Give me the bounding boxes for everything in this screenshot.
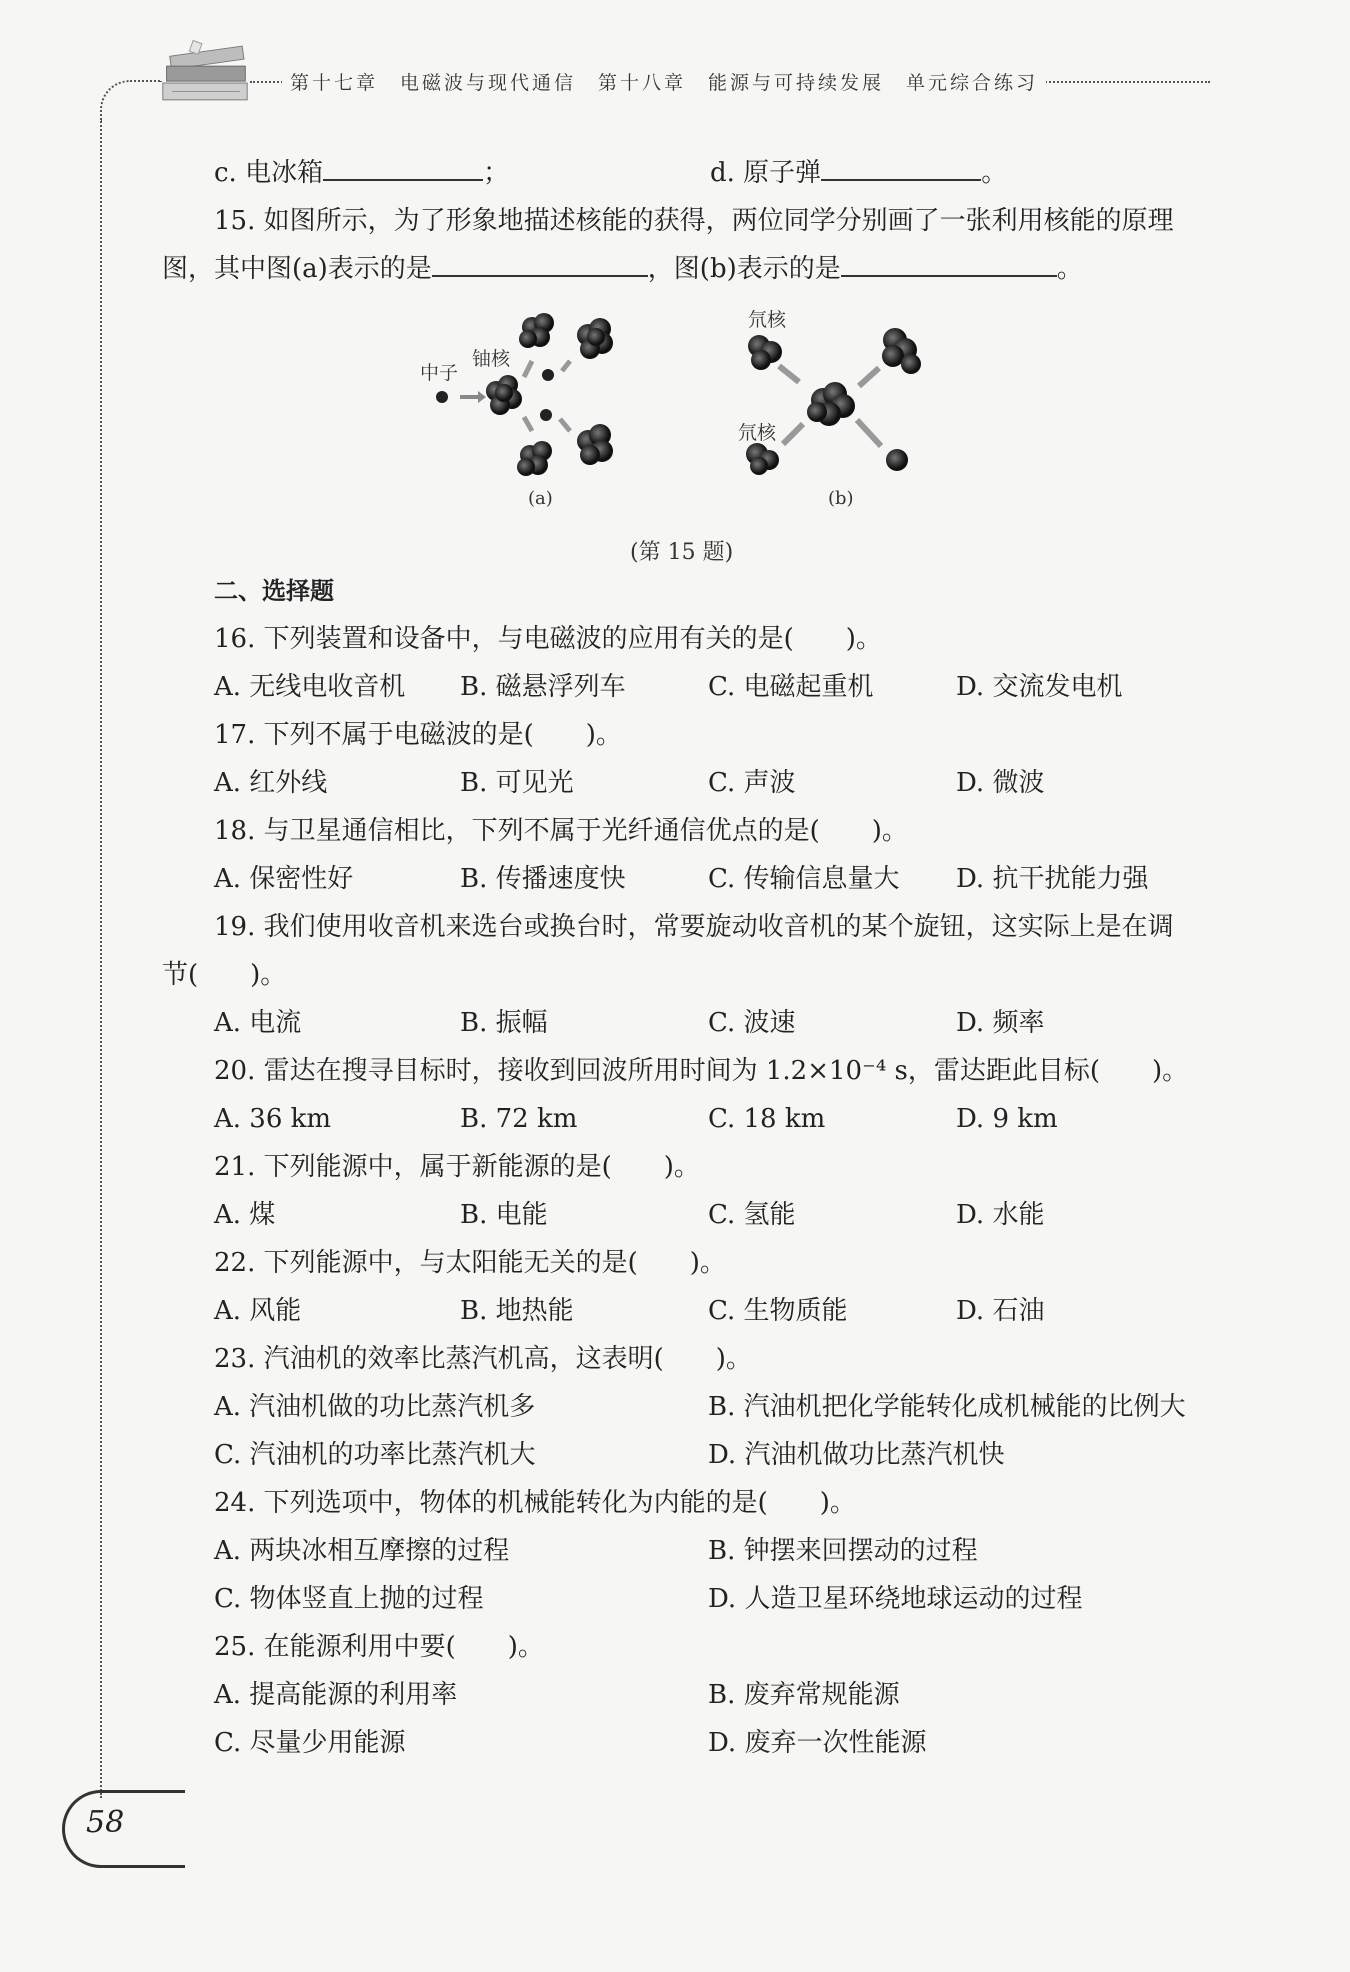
q18-option-b[interactable]: B. 传播速度快: [460, 864, 626, 894]
q24-option-d[interactable]: D. 人造卫星环绕地球运动的过程: [708, 1584, 1083, 1614]
q22-option-d[interactable]: D. 石油: [956, 1296, 1045, 1326]
q17-option-a[interactable]: A. 红外线: [214, 768, 328, 798]
answer-blank[interactable]: [821, 155, 981, 181]
question-21-stem: 21. 下列能源中，属于新能源的是( )。: [214, 1152, 700, 1182]
answer-blank-a[interactable]: [432, 251, 648, 277]
q15-stem-line2: 图，其中图(a)表示的是 ，图(b)表示的是 。: [162, 251, 1083, 287]
page-number: 58: [86, 1805, 125, 1840]
q22-option-b[interactable]: B. 地热能: [460, 1296, 574, 1326]
deuterium-bottom-label: 氘核: [738, 422, 777, 444]
q21-option-d[interactable]: D. 水能: [956, 1200, 1045, 1230]
question-22-stem: 22. 下列能源中，与太阳能无关的是( )。: [214, 1248, 726, 1278]
q17-option-b[interactable]: B. 可见光: [460, 768, 574, 798]
deuterium-top-label: 氘核: [748, 309, 787, 331]
answer-blank[interactable]: [323, 155, 483, 181]
q22-option-a[interactable]: A. 风能: [214, 1296, 302, 1326]
q23-option-d[interactable]: D. 汽油机做功比蒸汽机快: [708, 1440, 1005, 1470]
question-16-stem: 16. 下列装置和设备中，与电磁波的应用有关的是( )。: [214, 624, 882, 654]
figure-a-label: (a): [528, 488, 553, 509]
figure-caption: (第 15 题): [630, 540, 734, 565]
q21-option-b[interactable]: B. 电能: [460, 1200, 548, 1230]
q25-option-d[interactable]: D. 废弃一次性能源: [708, 1728, 927, 1758]
q21-option-c[interactable]: C. 氢能: [708, 1200, 796, 1230]
q20-option-a[interactable]: A. 36 km: [214, 1104, 332, 1134]
fission-diagram: [420, 305, 640, 485]
q23-option-a[interactable]: A. 汽油机做的功比蒸汽机多: [214, 1392, 536, 1422]
q19-option-d[interactable]: D. 频率: [956, 1008, 1045, 1038]
q18-option-c[interactable]: C. 传输信息量大: [708, 864, 900, 894]
answer-blank-b[interactable]: [841, 251, 1057, 277]
q24-option-a[interactable]: A. 两块冰相互摩擦的过程: [214, 1536, 510, 1566]
question-18-stem: 18. 与卫星通信相比，下列不属于光纤通信优点的是( )。: [214, 816, 908, 846]
question-20-stem: 20. 雷达在搜寻目标时，接收到回波所用时间为 1.2×10⁻⁴ s，雷达距此目标( )。: [214, 1056, 1189, 1086]
books-icon: [150, 38, 260, 113]
question-24-stem: 24. 下列选项中，物体的机械能转化为内能的是( )。: [214, 1488, 856, 1518]
fusion-diagram: [735, 320, 935, 480]
q19-option-b[interactable]: B. 振幅: [460, 1008, 548, 1038]
q25-option-c[interactable]: C. 尽量少用能源: [214, 1728, 406, 1758]
question-25-stem: 25. 在能源利用中要( )。: [214, 1632, 544, 1662]
q24-option-c[interactable]: C. 物体竖直上抛的过程: [214, 1584, 484, 1614]
q24-option-b[interactable]: B. 钟摆来回摆动的过程: [708, 1536, 978, 1566]
q18-option-d[interactable]: D. 抗干扰能力强: [956, 864, 1149, 894]
question-17-stem: 17. 下列不属于电磁波的是( )。: [214, 720, 622, 750]
q16-option-c[interactable]: C. 电磁起重机: [708, 672, 874, 702]
q16-option-b[interactable]: B. 磁悬浮列车: [460, 672, 626, 702]
q20-option-d[interactable]: D. 9 km: [956, 1104, 1058, 1134]
question-19-stem-cont: 节( )。: [162, 960, 287, 990]
q17-option-c[interactable]: C. 声波: [708, 768, 796, 798]
q14-option-d: d. 原子弹 。: [710, 155, 1007, 191]
q25-option-b[interactable]: B. 废弃常规能源: [708, 1680, 900, 1710]
q18-option-a[interactable]: A. 保密性好: [214, 864, 354, 894]
q20-option-c[interactable]: C. 18 km: [708, 1104, 826, 1134]
q19-option-a[interactable]: A. 电流: [214, 1008, 302, 1038]
q21-option-a[interactable]: A. 煤: [214, 1200, 276, 1230]
q16-option-a[interactable]: A. 无线电收音机: [214, 672, 406, 702]
page-frame-left: [100, 118, 102, 1798]
q17-option-d[interactable]: D. 微波: [956, 768, 1045, 798]
header-title: 第十七章 电磁波与现代通信 第十八章 能源与可持续发展 单元综合练习: [282, 68, 1046, 95]
q16-option-d[interactable]: D. 交流发电机: [956, 672, 1123, 702]
q22-option-c[interactable]: C. 生物质能: [708, 1296, 848, 1326]
q20-option-b[interactable]: B. 72 km: [460, 1104, 578, 1134]
q14-option-c: c. 电冰箱 ；: [214, 155, 509, 191]
q19-option-c[interactable]: C. 波速: [708, 1008, 796, 1038]
question-19-stem: 19. 我们使用收音机来选台或换台时，常要旋动收音机的某个旋钮，这实际上是在调: [214, 912, 1174, 942]
q23-option-b[interactable]: B. 汽油机把化学能转化成机械能的比例大: [708, 1392, 1186, 1422]
q25-option-a[interactable]: A. 提高能源的利用率: [214, 1680, 458, 1710]
q15-stem-line1: 15. 如图所示，为了形象地描述核能的获得，两位同学分别画了一张利用核能的原理: [214, 206, 1174, 236]
section-title: 二、选择题: [214, 577, 334, 605]
uranium-label: 铀核: [472, 348, 511, 370]
q23-option-c[interactable]: C. 汽油机的功率比蒸汽机大: [214, 1440, 536, 1470]
question-23-stem: 23. 汽油机的效率比蒸汽机高，这表明( )。: [214, 1344, 752, 1374]
neutron-label: 中子: [420, 362, 459, 384]
figure-b-label: (b): [828, 488, 854, 509]
